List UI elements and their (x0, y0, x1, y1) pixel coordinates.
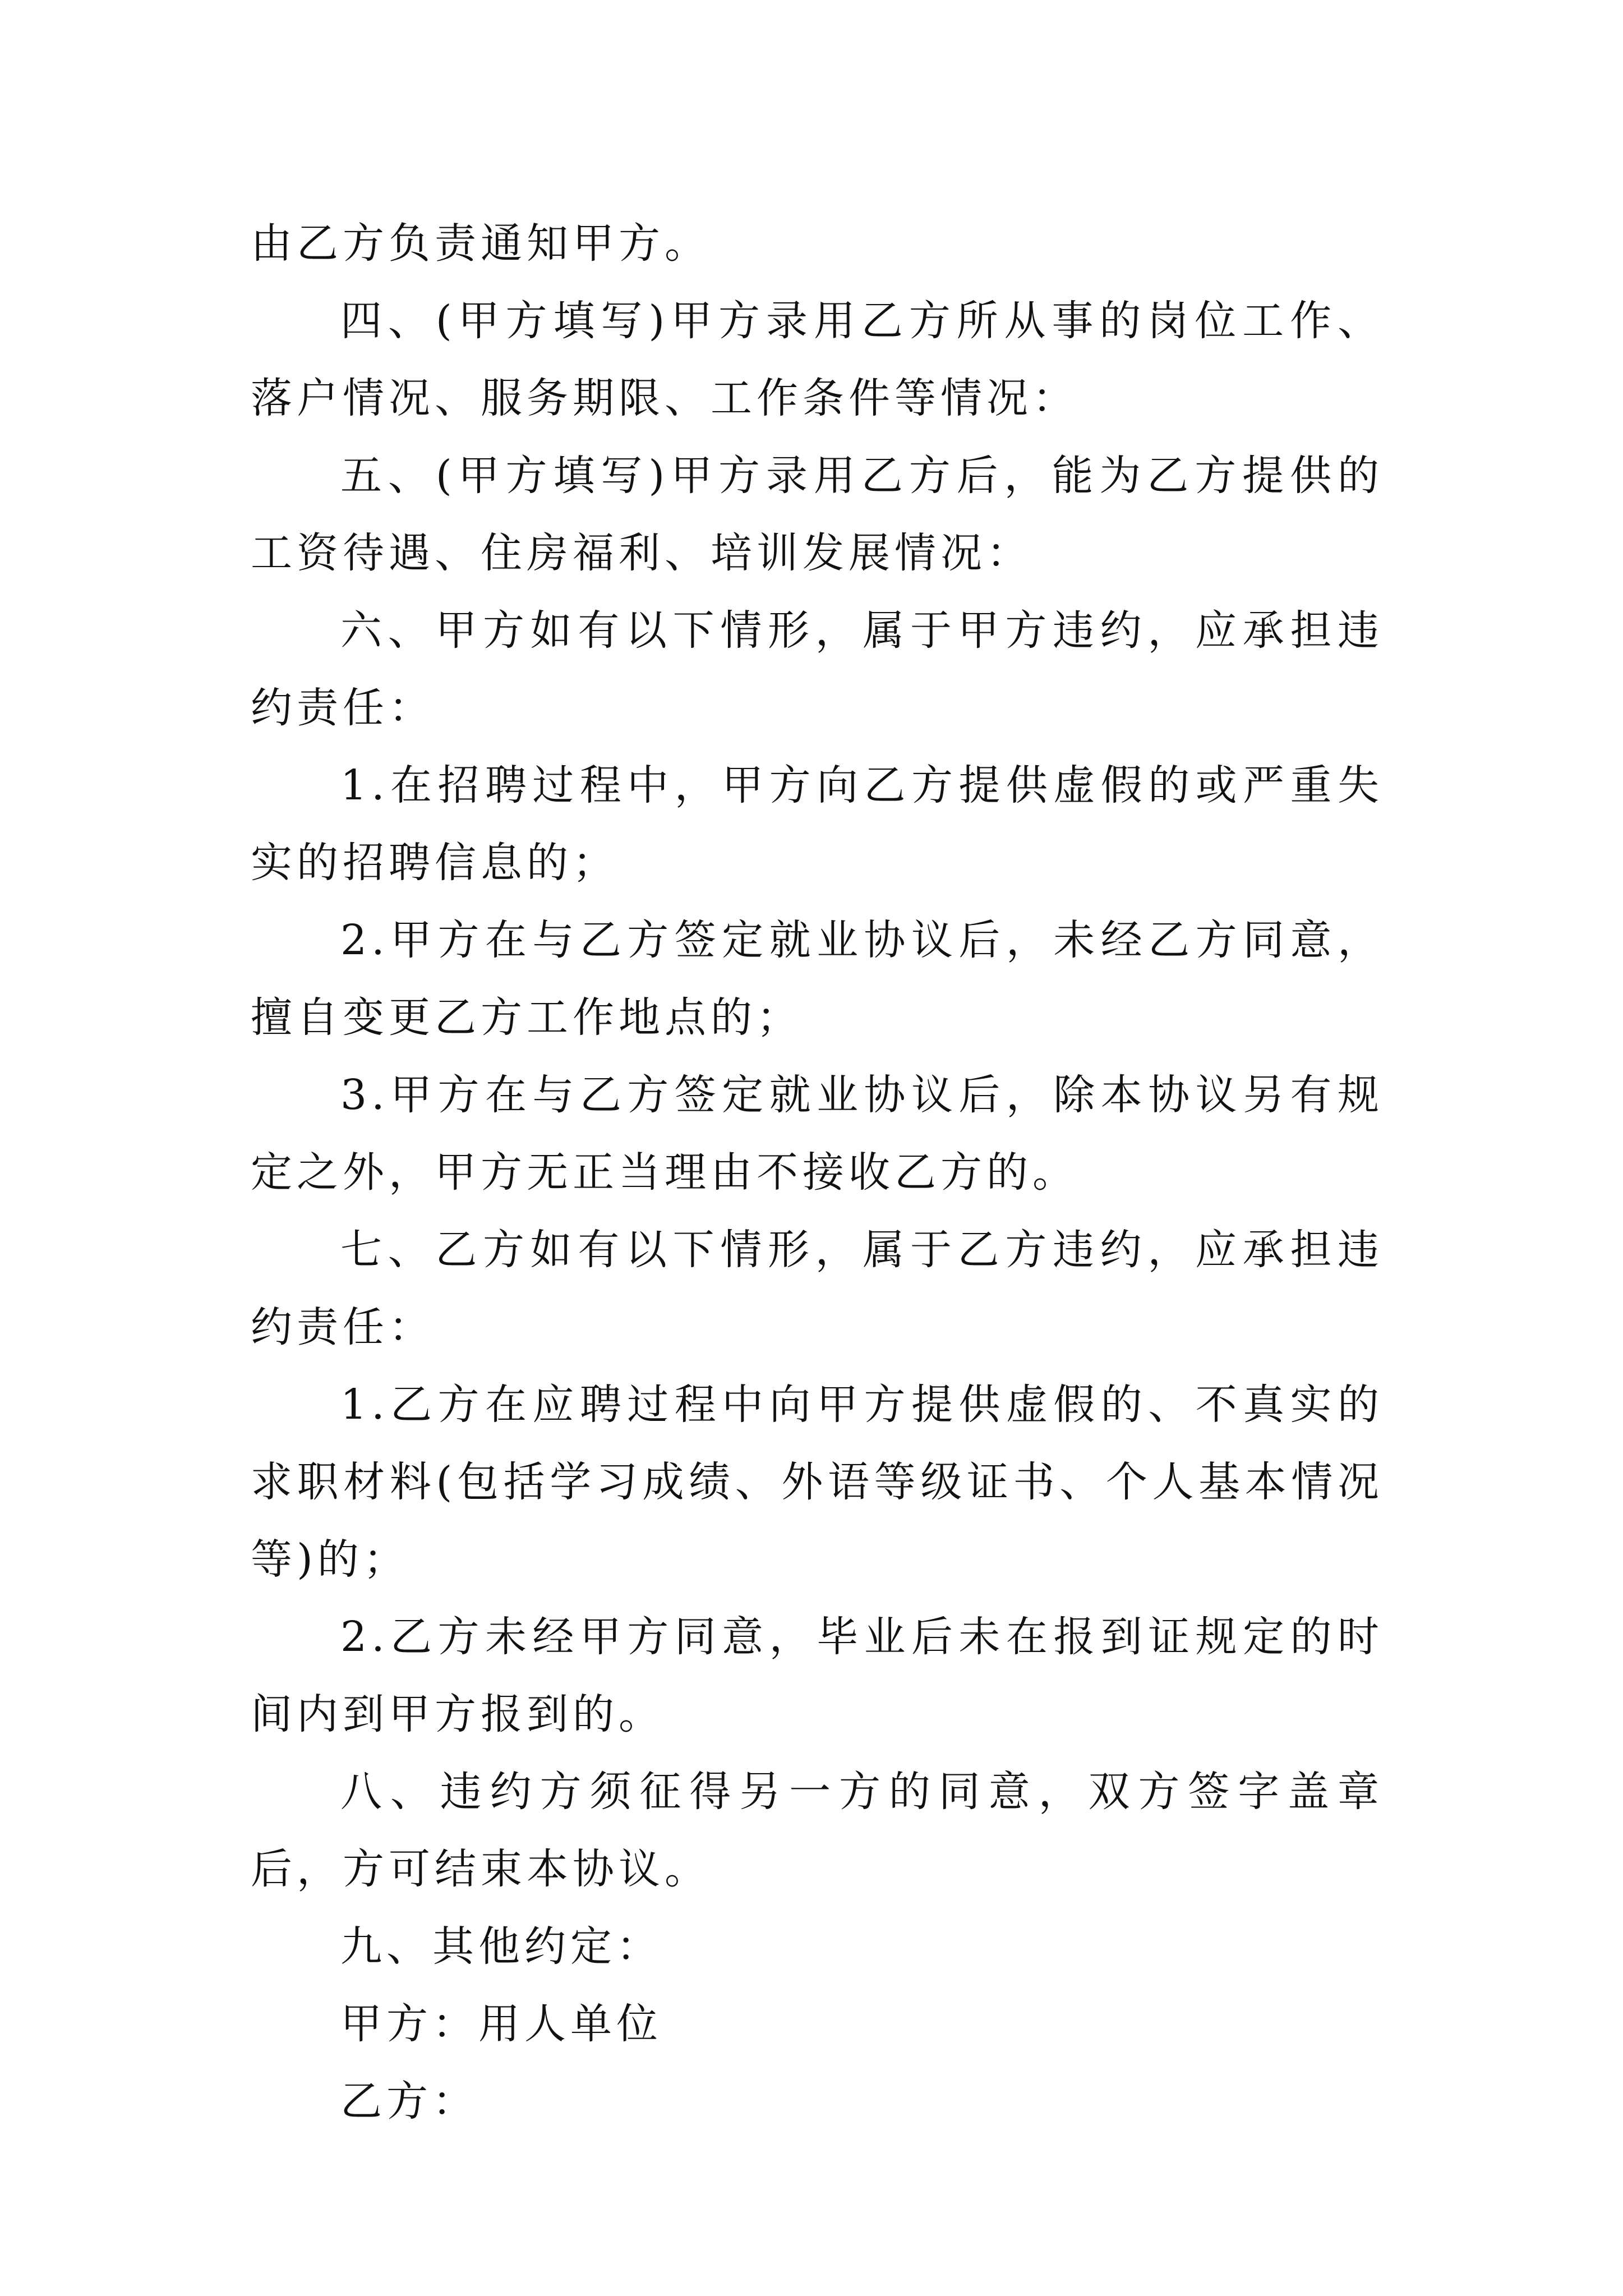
paragraph-clause-7-item-1: 1.乙方在应聘过程中向甲方提供虚假的、不真实的求职材料(包括学习成绩、外语等级证书、个人基本情况等)的； (251, 1381, 1384, 1584)
document-body (251, 205, 1384, 2140)
paragraph-clause-7: 七、乙方如有以下情形，属于乙方违约，应承担违约责任： (251, 1226, 1384, 1351)
paragraph-clause-7-item-2: 2.乙方未经甲方同意，毕业后未在报到证规定的时间内到甲方报到的。 (251, 1613, 1384, 1738)
paragraph-clause-6-item-3: 3.甲方在与乙方签定就业协议后，除本协议另有规定之外，甲方无正当理由不接收乙方的。 (251, 1071, 1384, 1197)
paragraph-clause-5: 五、(甲方填写)甲方录用乙方后，能为乙方提供的工资待遇、住房福利、培训发展情况： (251, 452, 1384, 577)
paragraph-continuation: 由乙方负责通知甲方。 (251, 219, 711, 268)
paragraph-clause-9: 九、其他约定： (340, 1922, 662, 1971)
paragraph-clause-6: 六、甲方如有以下情形，属于甲方违约，应承担违约责任： (251, 606, 1384, 732)
paragraph-clause-6-item-1: 1.在招聘过程中，甲方向乙方提供虚假的或严重失实的招聘信息的； (251, 761, 1384, 887)
paragraph-clause-6-item-2: 2.甲方在与乙方签定就业协议后，未经乙方同意，擅自变更乙方工作地点的； (251, 916, 1384, 1042)
signature-party-b: 乙方： (340, 2077, 478, 2125)
paragraph-clause-4: 四、(甲方填写)甲方录用乙方所从事的岗位工作、落户情况、服务期限、工作条件等情况： (251, 297, 1384, 422)
signature-party-a: 甲方：用人单位 (340, 2000, 662, 2048)
paragraph-clause-8: 八、违约方须征得另一方的同意，双方签字盖章后，方可结束本协议。 (251, 1768, 1384, 1893)
